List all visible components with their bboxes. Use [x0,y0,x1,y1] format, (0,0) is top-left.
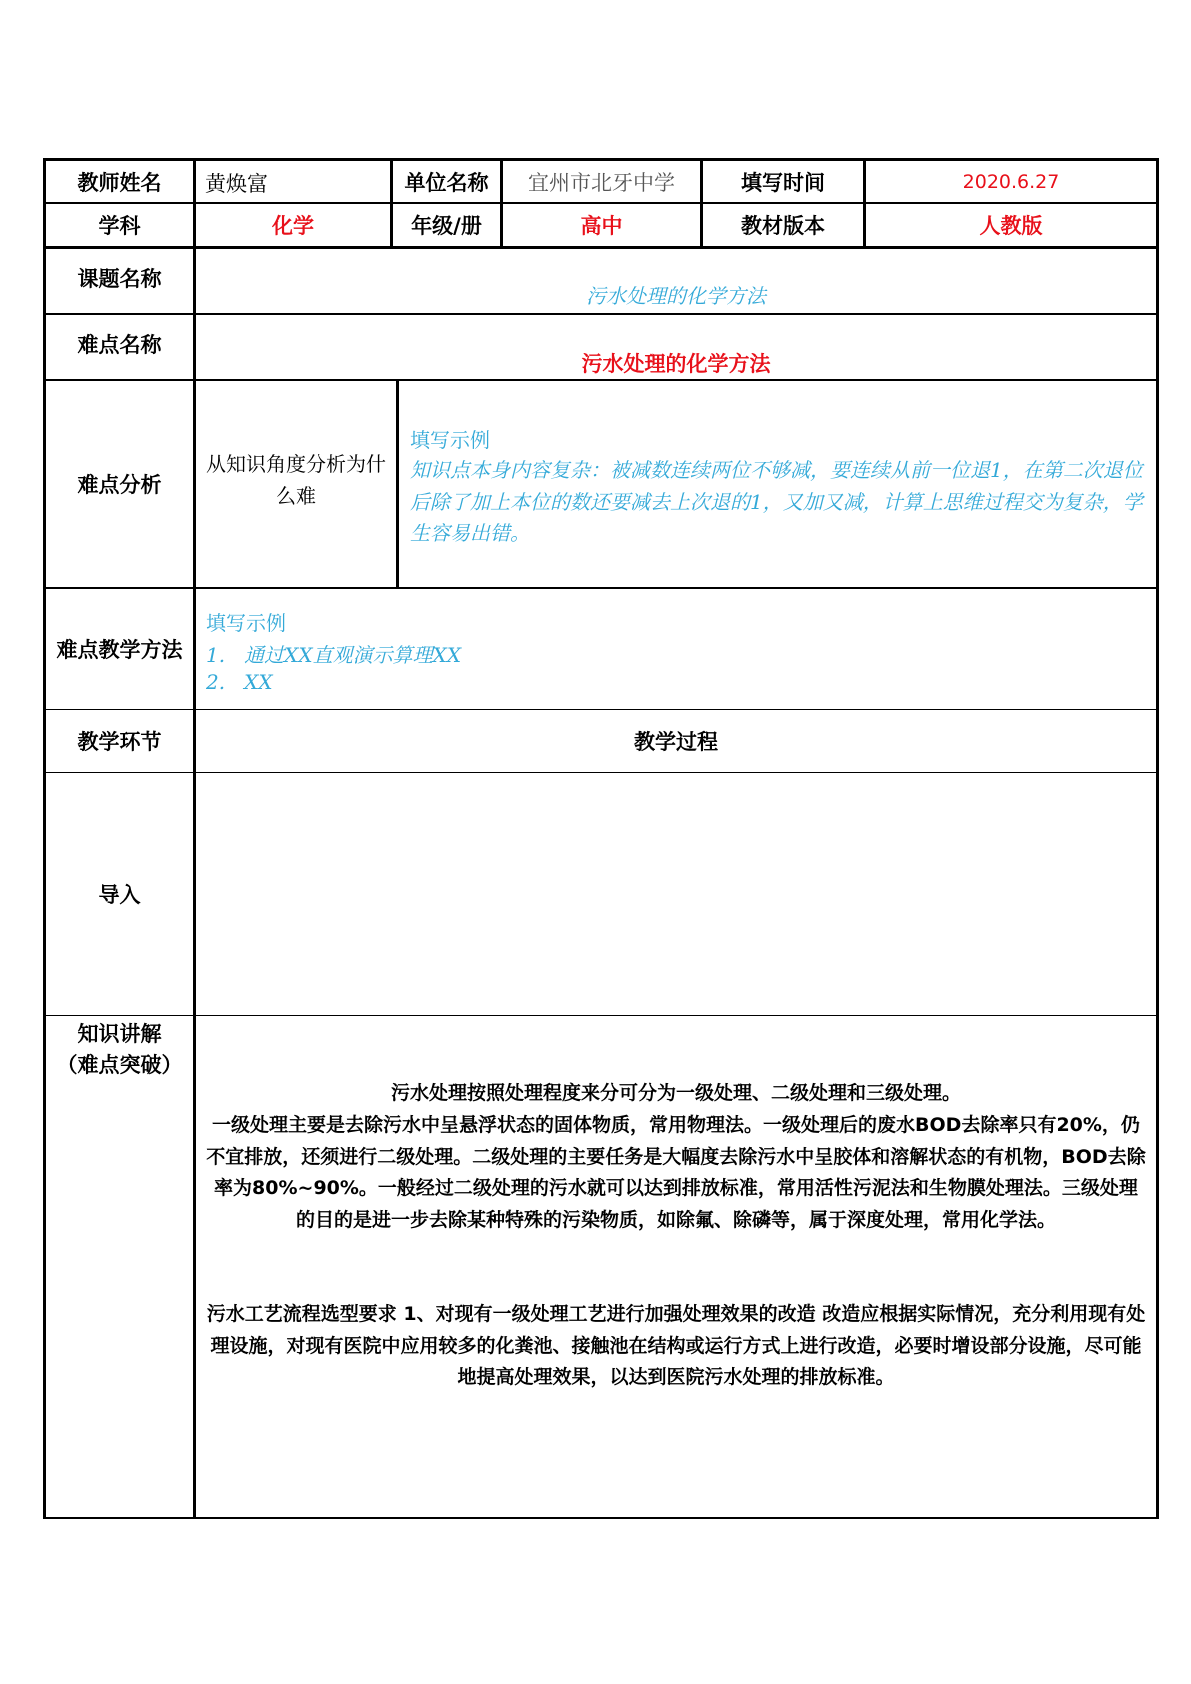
edition-label: 教材版本 [741,214,825,238]
grade-label: 年级/册 [411,214,482,238]
knowledge-paragraph: 污水工艺流程选型要求 1、对现有一级处理工艺进行加强处理效果的改造 改造应根据实际情况，充分利用现有处理设施，对现有医院中应用较多的化粪池、接触池在结构或运行方式上进行改造，必要时增设部分设施，尽可能地提高处理效果，以达到医院污水处理的排放标准。 [206,1303,1146,1388]
method-item: 1. 通过XX直观演示算理XX [206,643,462,667]
process-label: 教学环节 [77,730,162,754]
difficulty-value: 污水处理的化学方法 [581,352,771,376]
col-divider-analysis [396,379,399,589]
process-header: 教学过程 [634,730,718,754]
rule-bottom [43,1517,1159,1519]
intro-content [196,773,1156,1015]
border-right [1156,158,1159,1519]
topic-label: 课题名称 [77,267,162,291]
method-item: 2. XX [206,670,273,694]
method-example-title: 填写示例 [206,611,286,635]
subject-value: 化学 [272,214,314,238]
rule-difficulty [43,379,1159,381]
rule-row2 [43,246,1159,249]
teacher-name-label: 教师姓名 [77,170,162,195]
knowledge-paragraph: 一级处理主要是去除污水中呈悬浮状态的固体物质，常用物理法。一级处理后的废水BOD去除率只有20%，仍不宜排放，还须进行二级处理。二级处理的主要任务是大幅度去除污水中呈胶体和溶解状态的有机物，BOD去除率为80%~90%。一般经过二级处理的污水就可以达到排放标准，常用活性污泥法和生物膜处理法。三级处理的目的是进一步去除某种特殊的污染物质，如除氟、除磷等，属于深度处理，常用化学法。 [206,1114,1146,1231]
teacher-name-value: 黄焕富 [205,172,268,196]
analysis-example-text: 知识点本身内容复杂：被减数连续两位不够减，要连续从前一位退1，在第二次退位后除了加上本位的数还要减去上次退的1，又加又减，计算上思维过程交为复杂，学生容易出错。 [410,458,1143,545]
analysis-sub-label: 从知识角度分析为什么难 [206,452,386,508]
method-label: 难点教学方法 [56,638,183,662]
intro-label: 导入 [98,883,141,907]
difficulty-label: 难点名称 [77,333,162,357]
topic-value: 污水处理的化学方法 [586,283,766,308]
knowledge-paragraph: 污水处理按照处理程度来分可分为一级处理、二级处理和三级处理。 [390,1082,961,1104]
unit-name-value: 宜州市北牙中学 [528,170,675,195]
knowledge-label-line1: 知识讲解 [77,1022,162,1046]
rule-intro [43,1015,1159,1016]
subject-label: 学科 [98,214,141,238]
fill-date-label: 填写时间 [741,170,825,195]
knowledge-label-line2: （难点突破） [56,1053,183,1077]
fill-date-value: 2020.6.27 [962,170,1060,193]
rule-analysis [43,587,1159,589]
analysis-example-title: 填写示例 [410,428,490,452]
edition-value: 人教版 [979,214,1043,238]
grade-value: 高中 [580,214,623,238]
unit-name-label: 单位名称 [404,170,489,195]
rule-topic [43,313,1159,315]
analysis-label: 难点分析 [77,473,162,497]
